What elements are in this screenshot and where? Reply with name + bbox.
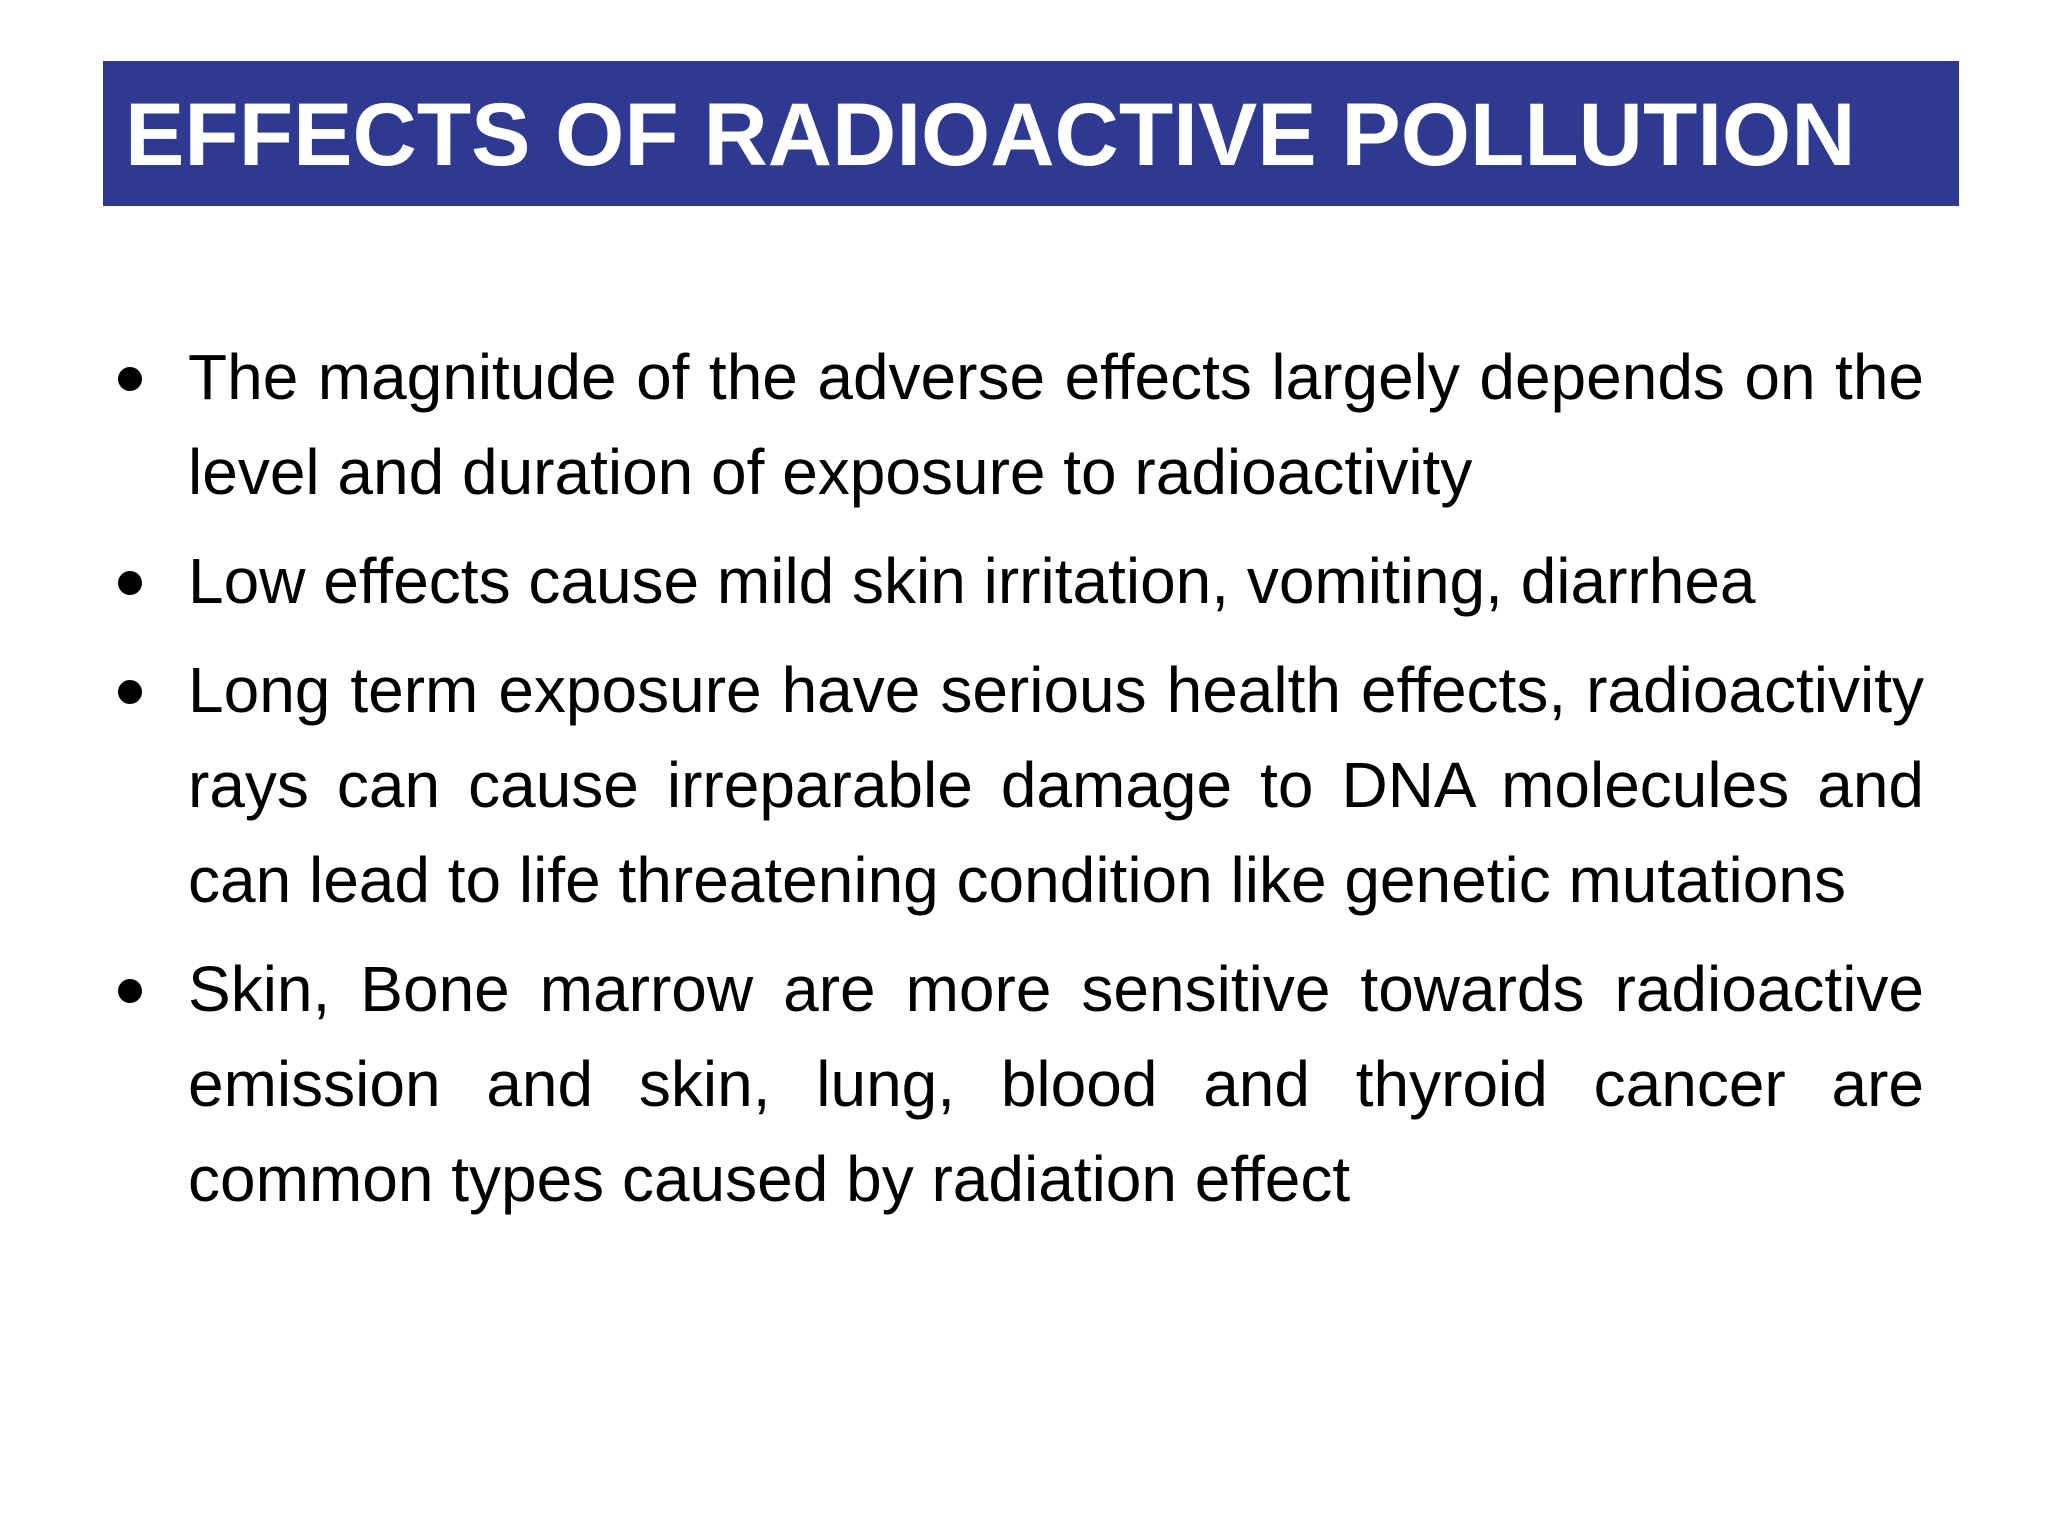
title-bar [103, 61, 1959, 206]
bullet-item-1 [108, 330, 1924, 520]
slide-title: EFFECTS OF RADIOACTIVE POLLUTION [125, 84, 1856, 184]
bullet-text-2: Low effects cause mild skin irritation, vomiting, diarrhea [188, 545, 1756, 617]
bullet-text-4: Skin, Bone marrow are more sensitive towards radioactive emission and skin, lung, blood and thyroid cancer are common types caused by radiation effect [188, 953, 1924, 1215]
bullet-item-2 [108, 534, 1924, 629]
bullet-list [108, 330, 1924, 1241]
bullet-text-3: Long term exposure have serious health effects, radioactivity rays can cause irreparable damage to DNA molecules and can lead to life threatening condition like genetic mutations [188, 654, 1924, 916]
bullet-item-4 [108, 942, 1924, 1227]
bullet-item-3 [108, 643, 1924, 928]
bullet-text-1: The magnitude of the adverse effects largely depends on the level and duration of exposure to radioactivity [188, 341, 1924, 508]
bullet-dot-icon [118, 680, 142, 704]
bullet-dot-icon [118, 979, 142, 1003]
bullet-dot-icon [118, 367, 142, 391]
bullet-dot-icon [118, 571, 142, 595]
